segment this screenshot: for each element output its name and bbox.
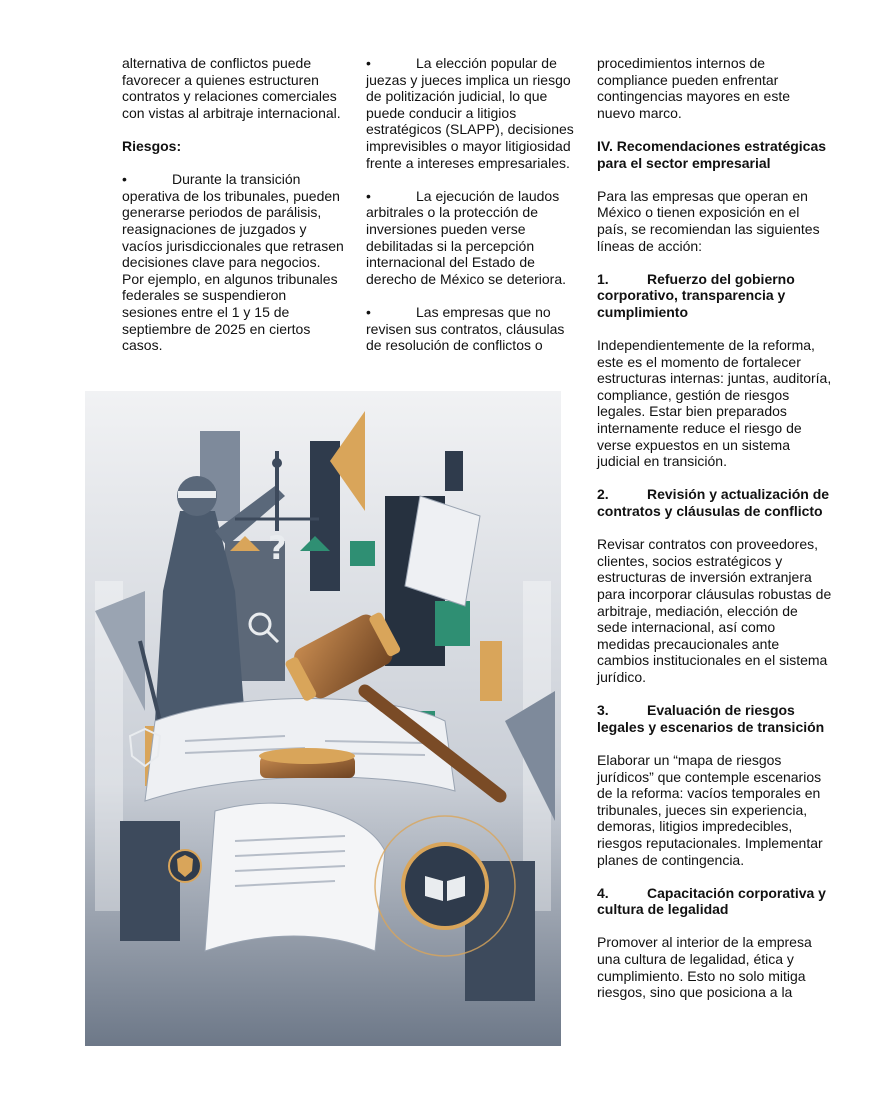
item-number: 2.	[597, 486, 609, 503]
bullet-item	[366, 304, 576, 354]
question-mark-icon	[268, 529, 287, 567]
paragraph: procedimientos internos de compliance pueden enfrentar contingencias mayores en este nuevo marco.	[597, 55, 790, 121]
item-title: Evaluación de riesgos legales y escenarios de transición	[597, 702, 825, 735]
item-number: 3.	[597, 702, 609, 719]
item-number: 1.	[597, 270, 609, 287]
bullet-item	[122, 171, 344, 354]
bullet-text: Durante la transición operativa de los tribunales, pueden generarse periodos de parálisis, reasignaciones de juzgados y vacíos jurisdiccionales que retrasen decisiones clave para negocios. Por ejemplo, en algunos tribunales federales se suspendieron sesiones entre el 1 y 15 de septiembre de 2025 en ciertos casos.	[122, 171, 344, 354]
bullet-text: Las empresas que no revisen sus contratos, cláusulas de resolución de conflictos o	[366, 303, 565, 354]
bullet-marker: •	[366, 187, 371, 204]
bullet-item	[366, 55, 576, 171]
shield-icon	[169, 850, 201, 882]
item-title: Refuerzo del gobierno corporativo, transparencia y cumplimiento	[597, 270, 795, 320]
recommendation-title	[597, 885, 832, 918]
section-heading: IV. Recomendaciones estratégicas para el sector empresarial	[597, 137, 827, 171]
recommendation-title	[597, 486, 832, 519]
bullet-text: La elección popular de juezas y jueces implica un riesgo de politización judicial, lo que puede conducir a litigios estratégicos (SLAPP), decisiones imprevisibles o mayor litigiosidad frente a intereses empresariales.	[366, 55, 574, 171]
bullet-marker: •	[366, 55, 371, 71]
lady-justice-gavel-illustration	[85, 391, 561, 1046]
item-title: Revisión y actualización de contratos y cláusulas de conflicto	[597, 486, 830, 520]
bullet-marker: •	[122, 171, 127, 188]
recommendation-title	[597, 271, 832, 321]
bullet-marker: •	[366, 303, 371, 320]
recommendation-body: Revisar contratos con proveedores, clientes, socios estratégicos y estructuras de inversión extranjera para incorporar cláusulas robustas de arbitraje, mediación, elección de sede internacional, así como medidas precaucionales ante cambios institucionales en el sistema jurídico.	[597, 536, 832, 685]
recommendation-body: Independientemente de la reforma, este es el momento de fortalecer estructuras internas: juntas, auditoría, compliance, gestión de riesgos legales. Estar bien preparados internamente reduce el riesgo de verse expuestos en un sistema judicial en transición.	[597, 337, 832, 470]
recommendation-body: Elaborar un “mapa de riesgos jurídicos” que contemple escenarios de la reforma: vacíos temporales en tribunales, jueces sin experiencia, demoras, litigios impredecibles, riesgos reputacionales. Implementar planes de contingencia.	[597, 751, 823, 868]
risks-heading: Riesgos:	[122, 137, 182, 154]
text-column-1	[122, 55, 344, 370]
bullet-item	[366, 188, 576, 288]
bullet-text: La ejecución de laudos arbitrales o la protección de inversiones pueden verse debilitadas si la percepción internacional del Estado de derecho de México se deteriora.	[366, 187, 566, 287]
svg-text:?: ?	[268, 529, 287, 567]
text-column-2	[366, 55, 576, 370]
item-title: Capacitación corporativa y cultura de legalidad	[597, 884, 826, 918]
text-column-3	[597, 55, 832, 1017]
paragraph: Para las empresas que operan en México o tienen exposición en el país, se recomiendan las siguientes líneas de acción:	[597, 187, 820, 254]
recommendation-title	[597, 702, 832, 735]
recommendation-body: Promover al interior de la empresa una cultura de legalidad, ética y cumplimiento. Esto no solo mitiga riesgos, sino que posiciona a la	[597, 934, 812, 1001]
item-number: 4.	[597, 884, 609, 901]
paragraph: alternativa de conflictos puede favorecer a quienes estructuren contratos y relaciones comerciales con vistas al arbitraje internacional.	[122, 55, 341, 121]
